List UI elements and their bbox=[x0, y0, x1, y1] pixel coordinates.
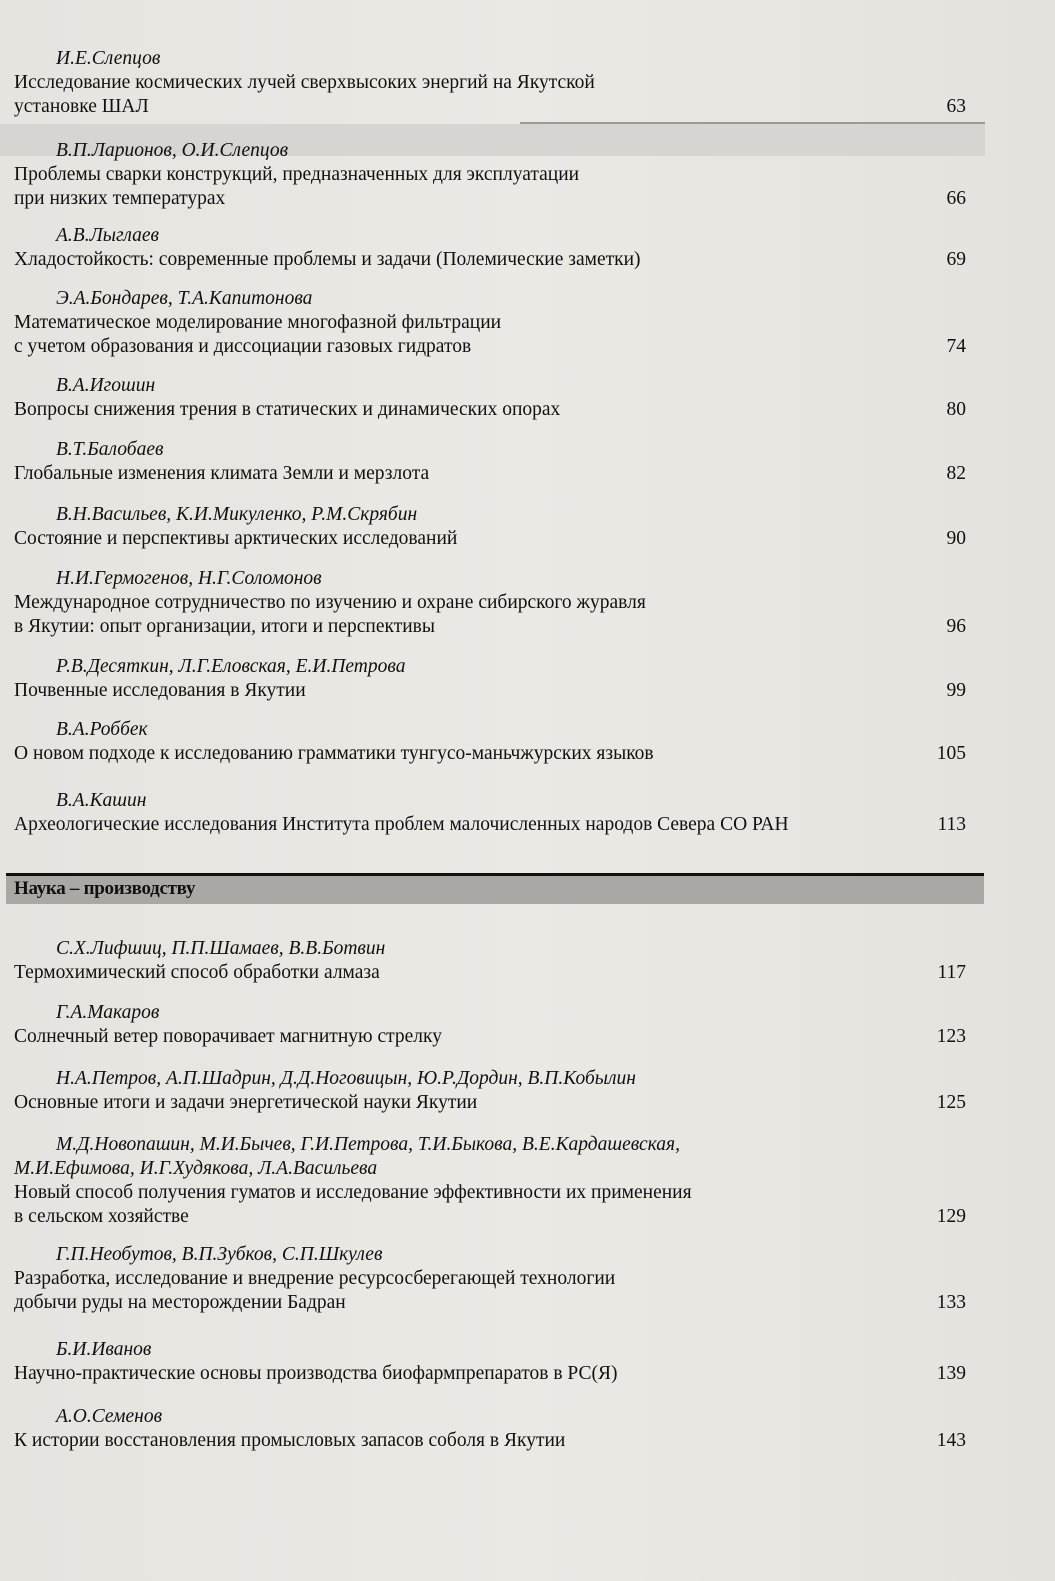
entry-title: в сельском хозяйстве 129 bbox=[14, 1206, 966, 1227]
entry-authors: В.А.Игошин bbox=[56, 375, 156, 396]
entry-authors: Н.И.Гермогенов, Н.Г.Соломонов bbox=[56, 568, 322, 589]
entry-authors: А.В.Лыглаев bbox=[56, 225, 159, 246]
toc-entry bbox=[14, 438, 974, 486]
page-number: 113 bbox=[937, 814, 966, 835]
toc-entry bbox=[14, 287, 974, 359]
entry-title: Почвенные исследования в Якутии 99 bbox=[14, 680, 966, 701]
toc-entry bbox=[14, 1243, 974, 1315]
entry-title: Новый способ получения гуматов и исследование эффективности их применения bbox=[14, 1182, 692, 1203]
toc-entry bbox=[14, 1133, 974, 1229]
entry-authors: Б.И.Иванов bbox=[56, 1339, 152, 1360]
page-number: 96 bbox=[946, 616, 966, 637]
page-number: 82 bbox=[946, 463, 966, 484]
section-heading-bar bbox=[6, 873, 984, 904]
entry-authors: В.П.Ларионов, О.И.Слепцов bbox=[56, 140, 289, 161]
entry-title: Международное сотрудничество по изучению и охране сибирского журавля bbox=[14, 592, 646, 613]
entry-authors: М.Д.Новопашин, М.И.Бычев, Г.И.Петрова, Т.И.Быкова, В.Е.Кардашевская, bbox=[56, 1134, 680, 1155]
divider bbox=[520, 122, 985, 124]
entry-title: Основные итоги и задачи энергетической науки Якутии 125 bbox=[14, 1092, 966, 1113]
toc-entry bbox=[14, 1338, 974, 1386]
toc-entry bbox=[14, 1001, 974, 1049]
page-number: 90 bbox=[946, 528, 966, 549]
entry-title: добычи руды на месторождении Бадран 133 bbox=[14, 1292, 966, 1313]
page-number: 80 bbox=[946, 399, 966, 420]
toc-entry bbox=[14, 224, 974, 272]
page-number: 129 bbox=[936, 1206, 966, 1227]
entry-authors: Р.В.Десяткин, Л.Г.Еловская, Е.И.Петрова bbox=[56, 656, 406, 677]
entry-title: Научно-практические основы производства биофармпрепаратов в РС(Я) 139 bbox=[14, 1363, 966, 1384]
page-number: 139 bbox=[936, 1363, 966, 1384]
entry-authors: С.Х.Лифшиц, П.П.Шамаев, В.В.Ботвин bbox=[56, 938, 386, 959]
entry-authors: Г.А.Макаров bbox=[56, 1002, 160, 1023]
page-number: 143 bbox=[936, 1430, 966, 1451]
toc-entry bbox=[14, 139, 974, 211]
entry-title: Глобальные изменения климата Земли и мерзлота 82 bbox=[14, 463, 966, 484]
entry-authors: В.Н.Васильев, К.И.Микуленко, Р.М.Скрябин bbox=[56, 504, 418, 525]
entry-authors: Э.А.Бондарев, Т.А.Капитонова bbox=[56, 288, 313, 309]
entry-title: Математическое моделирование многофазной фильтрации bbox=[14, 312, 502, 333]
entry-title: Солнечный ветер поворачивает магнитную стрелку 123 bbox=[14, 1026, 966, 1047]
entry-title: Вопросы снижения трения в статических и динамических опорах 80 bbox=[14, 399, 966, 420]
entry-title: О новом подходе к исследованию грамматики тунгусо-маньчжурских языков 105 bbox=[14, 743, 966, 764]
toc-entry bbox=[14, 789, 974, 837]
page-number: 123 bbox=[936, 1026, 966, 1047]
toc-entry bbox=[14, 503, 974, 551]
entry-title: Состояние и перспективы арктических исследований 90 bbox=[14, 528, 966, 549]
page-number: 125 bbox=[936, 1092, 966, 1113]
entry-authors: М.И.Ефимова, И.Г.Худякова, Л.А.Васильева bbox=[14, 1158, 378, 1179]
entry-authors: А.О.Семенов bbox=[56, 1406, 163, 1427]
entry-title: Археологические исследования Института проблем малочисленных народов Севера СО РАН 113 bbox=[14, 814, 966, 835]
page-number: 63 bbox=[946, 96, 966, 117]
toc-entry bbox=[14, 718, 974, 766]
entry-authors: Н.А.Петров, А.П.Шадрин, Д.Д.Ноговицын, Ю.Р.Дордин, В.П.Кобылин bbox=[56, 1068, 636, 1089]
toc-entry bbox=[14, 655, 974, 703]
toc-entry bbox=[14, 47, 974, 119]
entry-title: Проблемы сварки конструкций, предназначенных для эксплуатации bbox=[14, 164, 580, 185]
toc-entry bbox=[14, 1405, 974, 1453]
entry-title: К истории восстановления промысловых запасов соболя в Якутии 143 bbox=[14, 1430, 966, 1451]
page-number: 105 bbox=[936, 743, 966, 764]
entry-title: Термохимический способ обработки алмаза 117 bbox=[14, 962, 966, 983]
entry-title: с учетом образования и диссоциации газовых гидратов 74 bbox=[14, 336, 966, 357]
entry-title: в Якутии: опыт организации, итоги и перспективы 96 bbox=[14, 616, 966, 637]
toc-entry bbox=[14, 1067, 974, 1115]
toc-entry bbox=[14, 937, 974, 985]
page-number: 133 bbox=[936, 1292, 966, 1313]
page-number: 66 bbox=[946, 188, 966, 209]
entry-authors: В.А.Роббек bbox=[56, 719, 148, 740]
entry-authors: И.Е.Слепцов bbox=[56, 48, 161, 69]
page-number: 69 bbox=[946, 249, 966, 270]
toc-entry bbox=[14, 374, 974, 422]
entry-authors: В.А.Кашин bbox=[56, 790, 147, 811]
page-number: 74 bbox=[946, 336, 966, 357]
section-heading: Наука – производству bbox=[14, 878, 196, 899]
entry-title: Разработка, исследование и внедрение ресурсосберегающей технологии bbox=[14, 1268, 616, 1289]
page-number: 117 bbox=[937, 962, 966, 983]
entry-title: установке ШАЛ 63 bbox=[14, 96, 966, 117]
entry-title: Исследование космических лучей сверхвысоких энергий на Якутской bbox=[14, 72, 595, 93]
entry-title: при низких температурах 66 bbox=[14, 188, 966, 209]
entry-authors: В.Т.Балобаев bbox=[56, 439, 164, 460]
entry-authors: Г.П.Необутов, В.П.Зубков, С.П.Шкулев bbox=[56, 1244, 383, 1265]
entry-title: Хладостойкость: современные проблемы и задачи (Полемические заметки) 69 bbox=[14, 249, 966, 270]
page-number: 99 bbox=[946, 680, 966, 701]
toc-entry bbox=[14, 567, 974, 639]
